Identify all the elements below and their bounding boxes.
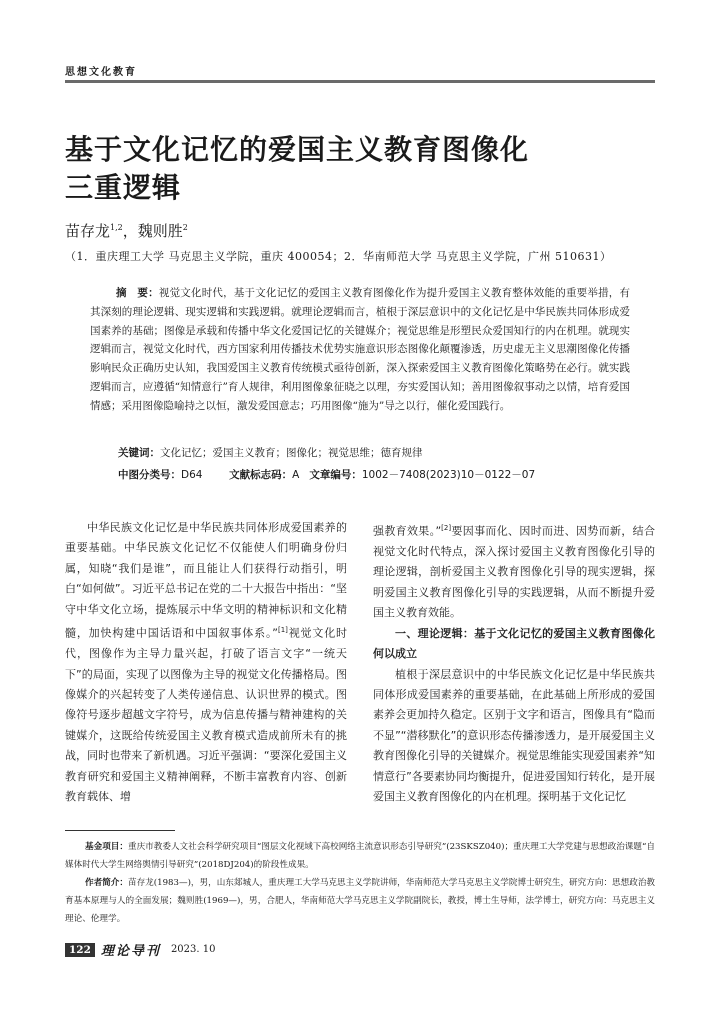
paragraph <box>65 518 347 807</box>
author-2: 魏则胜 <box>137 222 183 240</box>
title-line-2: 三重逻辑 <box>65 171 182 204</box>
issue-date: 2023. 10 <box>170 944 216 955</box>
classification-line <box>118 467 535 482</box>
author-list <box>65 220 188 241</box>
paragraph <box>373 518 655 624</box>
page-number: 122 <box>65 943 95 957</box>
header-rule <box>65 80 655 83</box>
paragraph: 植根于深层意识中的中华民族文化记忆是中华民族共同体形成爱国素养的重要基础，在此基础上所形成的爱国素养会更加持久稳定。区别于文字和语言，图像具有“隐而不显”“潜移默化”的意识形态传播渗透力，是开展爱国主义教育图像化引导的关键媒介。视觉思维能实现爱国素养“知情意行”各要素协同均衡提升，促进爱国知行转化，是开展爱国主义教育图像化的内在机理。探明基于文化记忆 <box>373 667 655 803</box>
abstract-text: 视觉文化时代，基于文化记忆的爱国主义教育图像化作为提升爱国主义教育整体效能的重要举措，有其深刻的理论逻辑、现实逻辑和实践逻辑。就理论逻辑而言，植根于深层意识中的文化记忆是中华民族共同体形成爱国素养的基础；图像是承载和传播中华文化爱国记忆的关键媒介；视觉思维是形塑民众爱国知行的内在机理。就现实逻辑而言，视觉文化时代，西方国家利用传播技术优势实施意识形态图像化颠覆渗透，历史虚无主义思潮图像化传播影响民众正确历史认知，我国爱国主义教育传统模式亟待创新，深入探索爱国主义教育图像化策略势在必行。就实践逻辑而言，应遵循“知情意行”育人规律，利用图像象征晓之以理，夯实爱国认知；善用图像叙事动之以情，培育爱国情感；采用图像隐喻持之以恒，激发爱国意志；巧用图像“施为”导之以行，催化爱国践行。 <box>90 287 631 412</box>
author-sep: ， <box>122 222 138 240</box>
article-title <box>65 131 665 207</box>
fund-text: 重庆市教委人文社会科学研究项目“图层文化视域下高校网络主流意识形态引导研究”(23SKSZ040)；重庆理工大学党建与思想政治课题“自媒体时代大学生网络舆情引导研究”(2018DJ204)的阶段性成果。 <box>65 842 655 870</box>
keywords-text: 文化记忆；爱国主义教育；图像化；视觉思维；德育规律 <box>160 447 423 459</box>
footnote-author <box>65 874 655 928</box>
section-heading: 一、理论逻辑：基于文化记忆的爱国主义教育图像化何以成立 <box>373 626 655 661</box>
clc-label: 中图分类号： <box>118 469 181 481</box>
keywords-label: 关键词： <box>118 447 160 459</box>
footnote-fund <box>65 838 655 874</box>
author-bio-label: 作者简介： <box>85 878 128 888</box>
fund-label: 基金项目： <box>85 842 128 852</box>
citation-2[interactable]: [2] <box>441 524 452 532</box>
title-line-1: 基于文化记忆的爱国主义教育图像化 <box>65 133 530 166</box>
paragraph-text: 中华民族文化记忆是中华民族共同体形成爱国素养的重要基础。中华民族文化记忆不仅能使人们明确身份归属，知晓“我们是谁”，而且能让人们获得行动指引，明白“如何做”。习近平总书记在党的二十大报告中指出：“坚守中华文化立场，提炼展示中华文明的精神标识和文化精髓，加快构建中国话语和中国叙事体系。” <box>65 521 347 640</box>
author-bio-text: 苗存龙(1983—)，男，山东郯城人，重庆理工大学马克思主义学院讲师，华南师范大学马克思主义学院博士研究生，研究方向：思想政治教育基本原理与人的全面发展；魏则胜(1969—)，男，合肥人，华南师范大学马克思主义学院副院长，教授，博士生导师，法学博士，研究方向：马克思主义理论、伦理学。 <box>65 878 656 924</box>
doc-value: A <box>292 469 300 481</box>
journal-name: 理论导刊 <box>100 944 161 959</box>
body-column-left <box>65 518 347 807</box>
author-1: 苗存龙 <box>65 222 111 240</box>
citation-1[interactable]: [1] <box>277 626 288 635</box>
art-value: 1002－7408(2023)10－0122－07 <box>361 469 536 481</box>
body-column-right <box>373 518 655 807</box>
keywords <box>118 445 423 460</box>
footnote-rule <box>65 830 175 831</box>
paragraph-text: 强教育效果。” <box>373 524 442 538</box>
author-1-affil: 1,2 <box>110 223 123 232</box>
page-footer <box>65 940 215 959</box>
section-label: 思想文化教育 <box>65 67 137 78</box>
abstract-label: 摘 要： <box>116 287 159 299</box>
doc-label: 文献标志码： <box>229 469 293 481</box>
affiliations: （1．重庆理工大学 马克思主义学院，重庆 400054；2．华南师范大学 马克思主义学院，广州 510631） <box>65 250 612 263</box>
author-2-affil: 2 <box>182 223 188 232</box>
paragraph-text: 视觉文化时代，图像作为主导力量兴起，打破了语言文字“一统天下”的局面，实现了以图像为主导的视觉文化传播格局。图像媒介的兴起转变了人类传递信息、认识世界的模式。图像符号逐步超越文字符号，成为信息传播与精神建构的关键媒介，这既给传统爱国主义教育模式造成前所未有的挑战，同时也带来了新机遇。习近平强调：“要深化爱国主义教育研究和爱国主义精神阐释，不断丰富教育内容、创新教育载体、增 <box>65 626 348 803</box>
clc-value: D64 <box>181 469 203 481</box>
abstract <box>90 284 630 416</box>
paragraph-text: 要因事而化、因时而进、因势而新，结合视觉文化时代特点，深入探讨爱国主义教育图像化引导的理论逻辑，剖析爱国主义教育图像化引导的现实逻辑，探明爱国主义教育图像化引导的实践逻辑，从而不断提升爱国主义教育效能。 <box>373 524 655 620</box>
art-label: 文章编号： <box>309 469 362 481</box>
